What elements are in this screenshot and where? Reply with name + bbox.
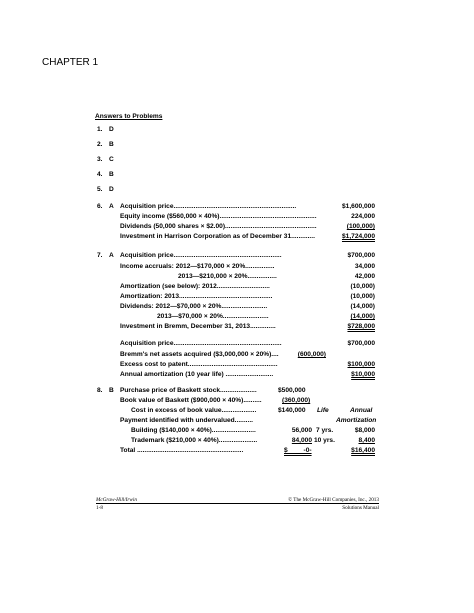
- row-label: Total ..........................................................: [120, 447, 244, 454]
- row-label: Dividends (50,000 shares × $2.00)..................................................: [120, 223, 317, 230]
- row-value: (14,000): [350, 313, 375, 320]
- row-value: $1,724,000: [341, 233, 375, 240]
- footer-page-number: 1-8: [96, 505, 103, 511]
- answer-letter: D: [109, 126, 114, 133]
- row-value: 84,000: [291, 437, 312, 444]
- answer-number: 2.: [97, 141, 103, 148]
- row-life: 10 yrs.: [314, 437, 335, 444]
- row-value: 56,000: [291, 427, 312, 434]
- row-annual: $16,400: [351, 447, 375, 454]
- row-label: Book value of Baskett ($900,000 × 40%)..........: [120, 397, 262, 404]
- row-label: Excess cost to patent.................................................: [120, 361, 278, 368]
- problem-answer: A: [109, 203, 114, 210]
- problem-answer: A: [109, 252, 114, 259]
- life-header: Life: [317, 407, 329, 414]
- row-annual: $8,000: [354, 427, 375, 434]
- row-value: $500,000: [278, 387, 306, 394]
- answer-letter: B: [109, 141, 114, 148]
- answer-letter: C: [109, 156, 114, 163]
- amortization-header: Amortization: [336, 417, 377, 424]
- row-label: Amortization: 2013...................................................: [120, 293, 273, 300]
- problem-number: 7.: [97, 252, 103, 259]
- row-annual: 8,400: [358, 437, 375, 444]
- row-label: Payment identified with undervalued..........: [120, 417, 253, 424]
- answer-number: 5.: [97, 186, 103, 193]
- row-value: (10,000): [350, 283, 375, 290]
- row-value: (100,000): [346, 223, 375, 230]
- row-label: 2013—$70,000 × 20%.........................: [157, 313, 269, 320]
- row-life: 7 yrs.: [316, 427, 334, 434]
- chapter-title: CHAPTER 1: [42, 57, 99, 68]
- row-value: $ -0-: [284, 447, 312, 454]
- row-value: 224,000: [351, 213, 375, 220]
- row-mid-value: (600,000): [297, 351, 326, 358]
- row-label: Income accruals: 2012—$170,000 × 20%................: [120, 263, 275, 270]
- row-label: Acquisition price...........................................................: [120, 340, 282, 347]
- row-label: Trademark ($210,000 × 40%).....................: [131, 437, 258, 444]
- answer-letter: B: [109, 171, 114, 178]
- answer-number: 3.: [97, 156, 103, 163]
- row-value: (360,000): [282, 397, 311, 404]
- answer-number: 4.: [97, 171, 103, 178]
- footer-publisher: McGraw-Hill/Irwin: [96, 497, 137, 503]
- row-value: $1,600,000: [341, 203, 375, 210]
- row-label: 2013—$210,000 × 20%................: [178, 273, 277, 280]
- answer-letter: D: [109, 186, 114, 193]
- row-label: Equity income ($560,000 × 40%).....................................................: [120, 213, 317, 220]
- row-value: $140,000: [278, 407, 306, 414]
- row-value: (10,000): [350, 293, 375, 300]
- row-label: Purchase price of Baskett stock....................: [120, 387, 257, 394]
- row-value: 34,000: [354, 263, 375, 270]
- row-value: $100,000: [347, 361, 375, 368]
- row-label: Building ($140,000 × 40%)........................: [131, 427, 256, 434]
- row-label: Annual amortization (10 year life) ..........................: [120, 371, 274, 378]
- row-label: Investment in Harrison Corporation as of December 31.............: [120, 233, 315, 240]
- row-label: Dividends: 2012—$70,000 × 20%.........................: [120, 303, 268, 310]
- row-value: $700,000: [347, 252, 375, 259]
- row-label: Bremm's net assets acquired ($3,000,000 × 20%)....: [120, 351, 279, 358]
- footer-manual-title: Solutions Manual: [342, 505, 379, 511]
- problem-number: 8.: [97, 387, 103, 394]
- problem-answer: B: [109, 387, 114, 394]
- row-label: Amortization (see below): 2012.............................: [120, 283, 270, 290]
- row-value: $728,000: [347, 323, 375, 330]
- row-label: Acquisition price...................................................................: [120, 203, 297, 210]
- footer-rule: [96, 503, 379, 504]
- row-value: (14,000): [350, 303, 375, 310]
- row-label: Investment in Bremm, December 31, 2013..............: [120, 323, 276, 330]
- problem-number: 6.: [97, 203, 103, 210]
- row-label: Cost in excess of book value...................: [131, 407, 257, 414]
- annual-header: Annual: [350, 407, 373, 414]
- row-value: $10,000: [351, 371, 375, 378]
- footer-copyright: © The McGraw-Hill Companies, Inc., 2013: [288, 497, 379, 503]
- row-value: $700,000: [347, 340, 375, 347]
- row-value: 42,000: [354, 273, 375, 280]
- answer-number: 1.: [97, 126, 103, 133]
- answers-heading: Answers to Problems: [95, 113, 163, 120]
- row-label: Acquisition price...........................................................: [120, 252, 282, 259]
